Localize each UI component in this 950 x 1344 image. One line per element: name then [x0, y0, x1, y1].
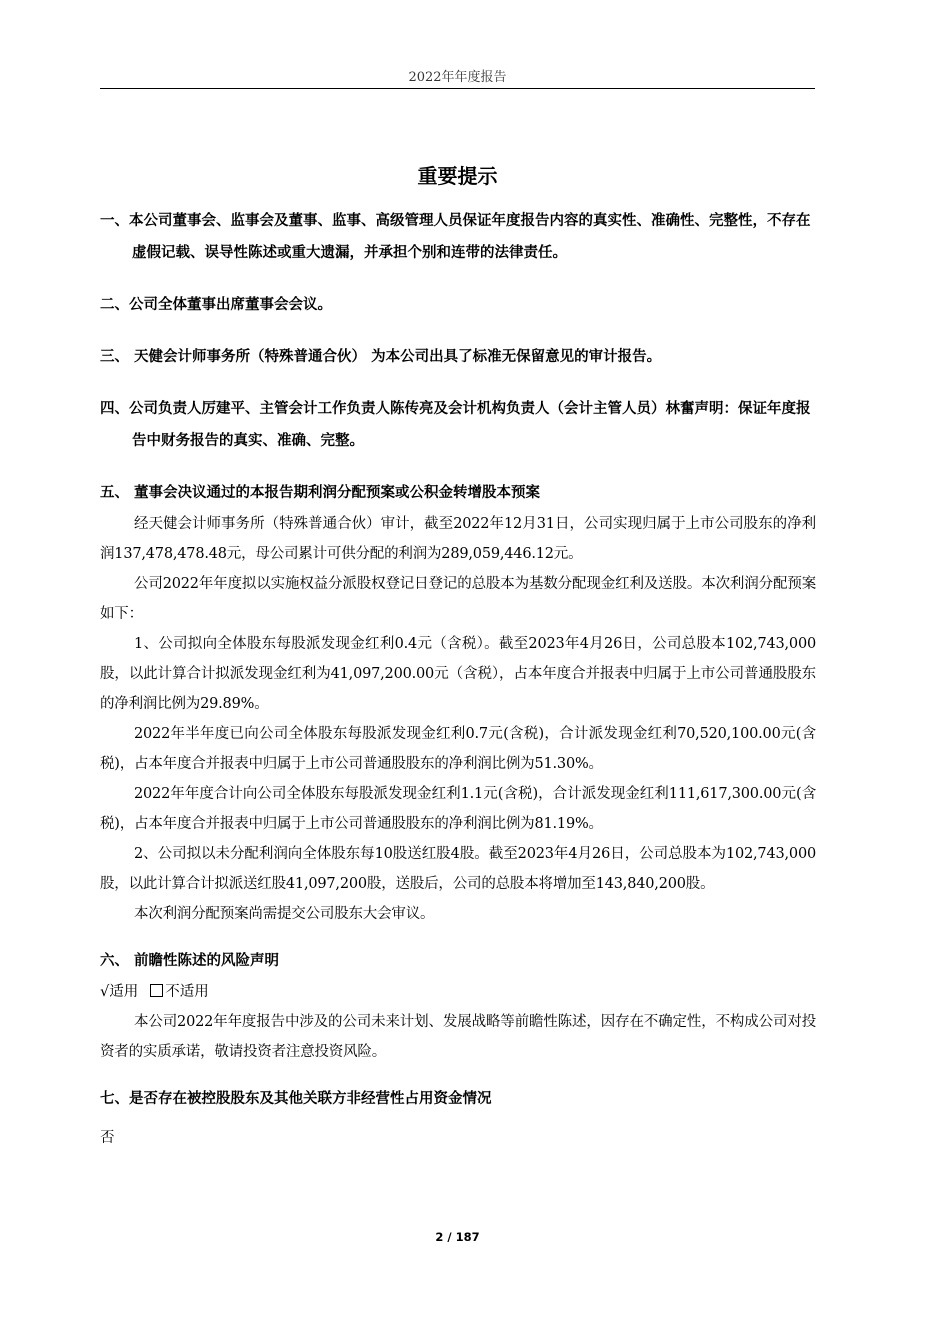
notice-item-1: 一、本公司董事会、监事会及董事、监事、高级管理人员保证年度报告内容的真实性、准确性、完整性，不存在虚假记载、误导性陈述或重大遗漏，并承担个别和连带的法律责任。 [100, 213, 811, 261]
approval-paragraph: 本次利润分配预案尚需提交公司股东大会审议。 [134, 906, 435, 922]
notice-item-7: 七、是否存在被控股股东及其他关联方非经营性占用资金情况 [100, 1091, 492, 1107]
notice-item-5: 五、 董事会决议通过的本报告期利润分配预案或公积金转增股本预案 [100, 485, 541, 501]
notice-item-4: 四、公司负责人厉建平、主管会计工作负责人陈传亮及会计机构负责人（会计主管人员）林奮声明：保证年度报告中财务报告的真实、准确、完整。 [100, 401, 811, 449]
notice-item-3: 三、 天健会计师事务所（特殊普通合伙） 为本公司出具了标准无保留意见的审计报告。 [100, 349, 662, 365]
not-applicable-label: 不适用 [165, 984, 209, 1000]
distribution-intro-paragraph: 公司2022年年度拟以实施权益分派股权登记日登记的总股本为基数分配现金红利及送股。本次利润分配预案如下： [100, 576, 816, 622]
cash-dividend-paragraph: 1、公司拟向全体股东每股派发现金红利0.4元（含税）。截至2023年4月26日，公司总股本102,743,000股，以此计算合计拟派发现金红利为41,097,200.00元（含税），占本年度合并报表中归属于上市公司普通股股东的净利润比例为29.89%。 [100, 636, 816, 712]
check-mark-icon: √ [100, 984, 110, 1000]
document-body [100, 205, 816, 1153]
applicability-row [100, 977, 816, 1007]
checkbox-icon [150, 984, 163, 997]
occupation-answer: 否 [100, 1130, 115, 1146]
half-year-dividend-paragraph: 2022年半年度已向公司全体股东每股派发现金红利0.7元(含税)，合计派发现金红利70,520,100.00元(含税)，占本年度合并报表中归属于上市公司普通股股东的净利润比例为51.30%。 [100, 726, 816, 772]
page-title: 重要提示 [417, 164, 498, 188]
notice-item-6: 六、 前瞻性陈述的风险声明 [100, 953, 280, 969]
page-number: 2 / 187 [435, 1230, 480, 1244]
applicable-label: 适用 [109, 984, 139, 1000]
page-header: 2022年年度报告 [408, 70, 507, 85]
forward-looking-paragraph: 本公司2022年年度报告中涉及的公司未来计划、发展战略等前瞻性陈述，因存在不确定性，不构成公司对投资者的实质承诺，敬请投资者注意投资风险。 [100, 1014, 816, 1060]
notice-item-2: 二、公司全体董事出席董事会会议。 [100, 297, 332, 313]
header-divider [100, 88, 815, 89]
profit-paragraph: 经天健会计师事务所（特殊普通合伙）审计，截至2022年12月31日，公司实现归属于上市公司股东的净利润137,478,478.48元，母公司累计可供分配的利润为289,059,446.12元。 [100, 516, 816, 562]
annual-dividend-paragraph: 2022年年度合计向公司全体股东每股派发现金红利1.1元(含税)，合计派发现金红利111,617,300.00元(含税)，占本年度合并报表中归属于上市公司普通股股东的净利润比例为81.19%。 [100, 786, 816, 832]
bonus-share-paragraph: 2、公司拟以未分配利润向全体股东每10股送红股4股。截至2023年4月26日，公司总股本为102,743,000股，以此计算合计拟派送红股41,097,200股，送股后，公司的总股本将增加至143,840,200股。 [100, 846, 816, 892]
